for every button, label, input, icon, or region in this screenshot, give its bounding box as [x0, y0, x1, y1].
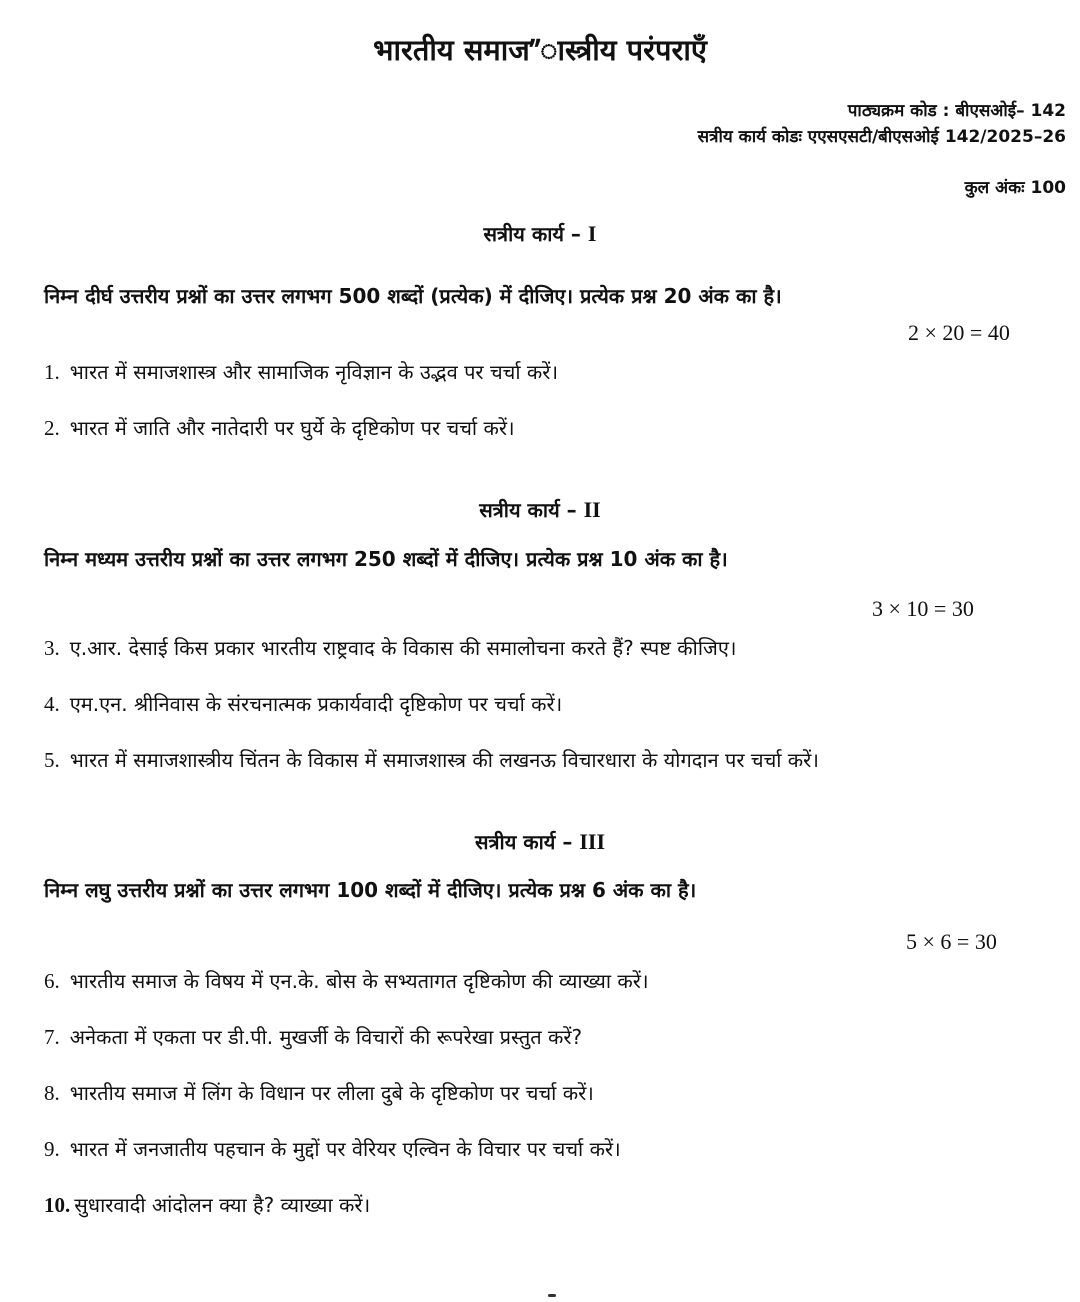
section-heading-1	[0, 220, 1080, 247]
section-2-instruction: निम्न मध्यम उत्तरीय प्रश्नों का उत्तर लगभग 250 शब्दों में दीजिए। प्रत्येक प्रश्न 10 अंक का है।	[44, 547, 728, 571]
section-1-instruction: निम्न दीर्घ उत्तरीय प्रश्नों का उत्तर लगभग 500 शब्दों (प्रत्येक) में दीजिए। प्रत्येक प्रश्न 20 अंक का है।	[44, 284, 782, 308]
question-item	[44, 746, 819, 773]
section-heading-2	[0, 496, 1080, 523]
assignment-code: सत्रीय कार्य कोडः एएसएसटी/बीएसओई 142/2025–26	[697, 127, 1066, 147]
question-number: 5.	[44, 748, 60, 772]
question-item	[44, 1079, 594, 1106]
question-number: 3.	[44, 636, 60, 660]
section-heading-3	[0, 828, 1080, 855]
question-item	[44, 967, 649, 994]
page-footer-mark	[548, 1294, 556, 1297]
question-number: 6.	[44, 969, 60, 993]
question-number: 7.	[44, 1025, 60, 1049]
section-2-marks: 3 × 10 = 30	[872, 596, 974, 621]
question-number: 1.	[44, 360, 60, 384]
question-number: 4.	[44, 692, 60, 716]
question-number: 9.	[44, 1137, 60, 1161]
question-text: भारतीय समाज में लिंग के विधान पर लीला दुबे के दृष्टिकोण पर चर्चा करें।	[69, 1081, 594, 1105]
question-text: भारत में समाजशास्त्रीय चिंतन के विकास में समाजशास्त्र की लखनऊ विचारधारा के योगदान पर चर्चा करें।	[69, 748, 819, 772]
section-roman-numeral: I	[587, 221, 597, 246]
question-number: 8.	[44, 1081, 60, 1105]
question-text: एम.एन. श्रीनिवास के संरचनात्मक प्रकार्यवादी दृष्टिकोण पर चर्चा करें।	[69, 692, 563, 716]
question-text: भारत में जनजातीय पहचान के मुद्दों पर वेरियर एल्विन के विचार पर चर्चा करें।	[69, 1137, 621, 1161]
question-text: सुधारवादी आंदोलन क्या है? व्याख्या करें।	[74, 1193, 371, 1217]
course-code: पाठ्यक्रम कोड : बीएसओई– 142	[847, 101, 1066, 121]
question-item	[44, 358, 558, 385]
question-item	[44, 1191, 370, 1218]
question-item	[44, 414, 515, 441]
section-heading-label: सत्रीय कार्य –	[474, 830, 573, 854]
section-1-marks: 2 × 20 = 40	[908, 320, 1010, 345]
section-heading-label: सत्रीय कार्य –	[483, 222, 581, 246]
section-roman-numeral: III	[579, 829, 606, 854]
section-heading-label: सत्रीय कार्य –	[479, 498, 577, 522]
question-text: भारत में समाजशास्त्र और सामाजिक नृविज्ञान के उद्भव पर चर्चा करें।	[69, 360, 559, 384]
section-3-instruction: निम्न लघु उत्तरीय प्रश्नों का उत्तर लगभग 100 शब्दों में दीजिए। प्रत्येक प्रश्न 6 अंक का है।	[44, 878, 697, 902]
question-text: ए.आर. देसाई किस प्रकार भारतीय राष्ट्रवाद के विकास की समालोचना करते हैं? स्पष्ट कीजिए।	[69, 636, 737, 660]
question-text: भारत में जाति और नातेदारी पर घुर्ये के दृष्टिकोण पर चर्चा करें।	[69, 416, 515, 440]
question-number: 2.	[44, 416, 60, 440]
question-item	[44, 1135, 621, 1162]
question-number: 10.	[44, 1193, 71, 1217]
question-text: भारतीय समाज के विषय में एन.के. बोस के सभ्यतागत दृष्टिकोण की व्याख्या करें।	[69, 969, 649, 993]
question-item	[44, 1023, 582, 1050]
question-item	[44, 690, 562, 717]
section-roman-numeral: II	[583, 497, 601, 522]
question-item	[44, 634, 737, 661]
question-text: अनेकता में एकता पर डी.पी. मुखर्जी के विचारों की रूपरेखा प्रस्तुत करें?	[69, 1025, 583, 1049]
document-title: भारतीय समाज”ास्त्रीय परंपराएँ	[373, 33, 707, 67]
total-marks: कुल अंकः 100	[964, 178, 1066, 198]
section-3-marks: 5 × 6 = 30	[906, 929, 997, 954]
